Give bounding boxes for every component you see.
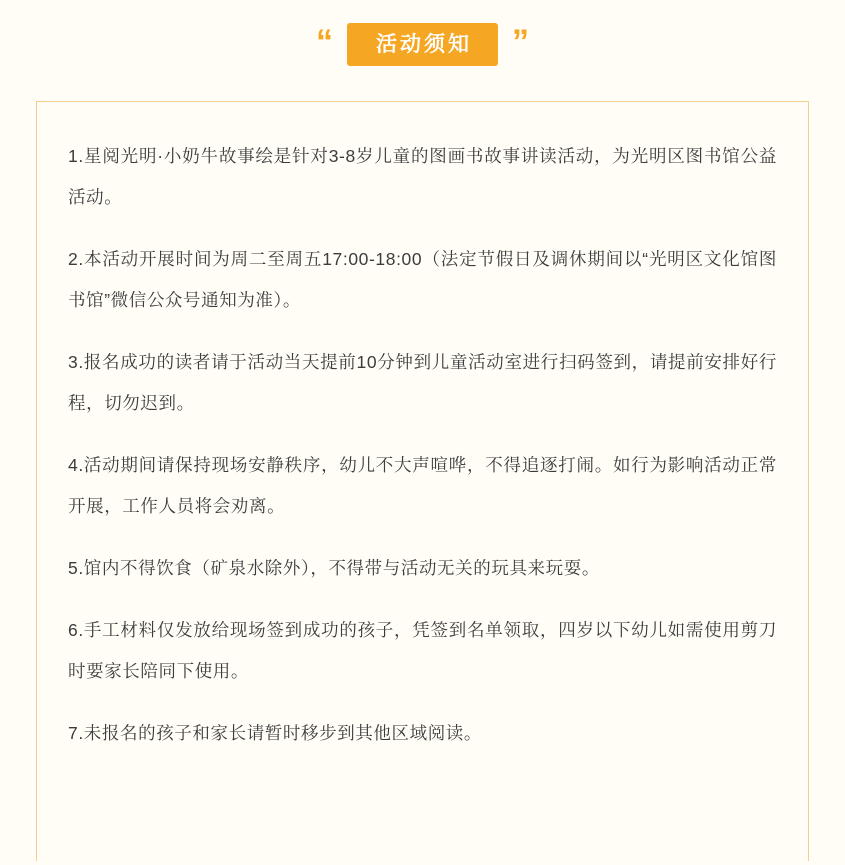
notice-item: 7.未报名的孩子和家长请暂时移步到其他区域阅读。 — [68, 723, 482, 743]
notice-card — [36, 101, 809, 861]
notice-item: 5.馆内不得饮食（矿泉水除外），不得带与活动无关的玩具来玩耍。 — [68, 558, 600, 578]
quote-close-icon: ” — [512, 23, 529, 61]
page-header — [0, 0, 845, 60]
notice-item: 4.活动期间请保持现场安静秩序，幼儿不大声喧哗，不得追逐打闹。如行为影响活动正常开展，工作人员将会劝离。 — [68, 455, 777, 516]
page-title: 活动须知 — [347, 23, 498, 66]
quote-open-icon: “ — [316, 23, 333, 61]
notice-item: 3.报名成功的读者请于活动当天提前10分钟到儿童活动室进行扫码签到，请提前安排好行程，切勿迟到。 — [68, 352, 777, 413]
notice-item: 6.手工材料仅发放给现场签到成功的孩子，凭签到名单领取，四岁以下幼儿如需使用剪刀时要家长陪同下使用。 — [68, 620, 777, 681]
notice-item: 2.本活动开展时间为周二至周五17:00-18:00（法定节假日及调休期间以“光明区文化馆图书馆”微信公众号通知为准）。 — [68, 249, 777, 310]
notice-item: 1.星阅光明·小奶牛故事绘是针对3-8岁儿童的图画书故事讲读活动，为光明区图书馆公益活动。 — [68, 146, 777, 207]
